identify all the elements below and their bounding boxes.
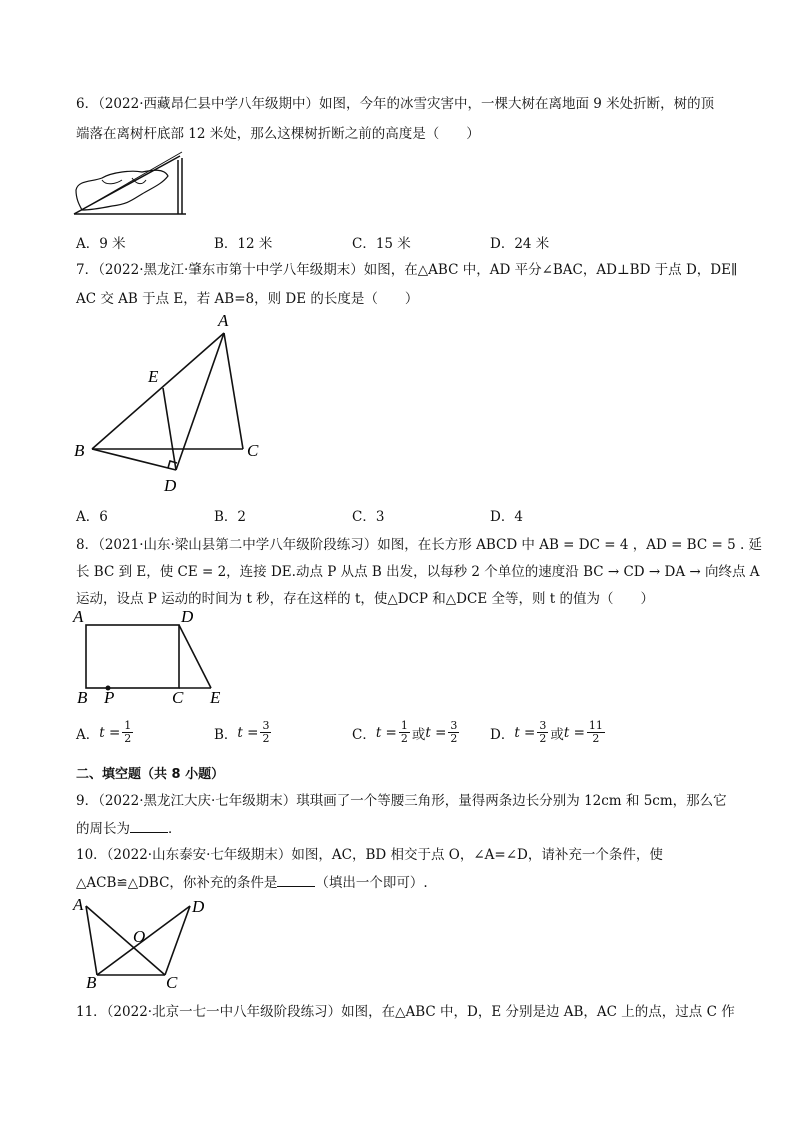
frac-denominator: 2 [539, 732, 547, 745]
q8-option-c-letter: C． [352, 726, 376, 743]
frac-denominator: 2 [450, 732, 458, 745]
q8-text-line3: 运动，设点 P 运动的时间为 t 秒，存在这样的 t，使△DCP 和△DCE 全等，则 t 的值为（ ） [76, 591, 654, 607]
q8-label-e: E [210, 688, 221, 707]
q10-text-line2-a: △ACB≌△DBC，你补充的条件是 [76, 875, 278, 891]
q8-option-b-letter: B． [214, 726, 238, 743]
q7-option-d[interactable]: D．4 [490, 509, 523, 525]
q6-option-a[interactable]: A．9 米 [76, 236, 126, 252]
frac-denominator: 2 [262, 732, 270, 745]
q8-option-c-teq2: t = [425, 724, 447, 741]
q7-option-b[interactable]: B．2 [214, 509, 247, 525]
frac-denominator: 2 [592, 732, 600, 745]
q8-option-a-teq: t = [99, 724, 121, 741]
frac-denominator: 2 [400, 732, 408, 745]
q8-label-p: P [104, 688, 115, 707]
frac-numerator: 3 [262, 719, 270, 732]
q8-label-a: A [73, 607, 84, 626]
q8-label-b: B [77, 688, 88, 707]
q7-label-d: D [164, 476, 177, 495]
q6-option-c[interactable]: C．15 米 [352, 236, 411, 252]
q7-label-e: E [148, 367, 159, 386]
q10-label-a: A [73, 895, 84, 914]
q6-text-line1: 6．（2022·西藏昂仁县中学八年级期中）如图，今年的冰雪灾害中，一棵大树在离地面 9 米处折断，树的顶 [76, 96, 715, 112]
q9-text-line1: 9．（2022·黑龙江大庆·七年级期末）琪琪画了一个等腰三角形，量得两条边长分别为 12cm 和 5cm，那么它 [76, 793, 727, 809]
q8-text-line2: 长 BC 到 E，使 CE = 2，连接 DE.动点 P 从点 B 出发，以每秒 2 个单位的速度沿 BC → CD → DA → 向终点 A [76, 564, 760, 580]
section-fill-in-title: 二、填空题（共 8 小题） [76, 767, 225, 782]
q6-option-d[interactable]: D．24 米 [490, 236, 550, 252]
frac-numerator: 1 [124, 719, 132, 732]
q9-text-line2-b: ． [168, 821, 182, 837]
q8-option-d-letter: D． [490, 726, 515, 743]
q7-text-line1: 7．（2022·黑龙江·肇东市第十中学八年级期末）如图，在△ABC 中，AD 平分∠BAC，AD⊥BD 于点 D，DE∥ [76, 262, 738, 278]
q8-text-line1: 8．（2021·山东·梁山县第二中学八年级阶段练习）如图，在长方形 ABCD 中 AB = DC = 4 ，AD = BC = 5 . 延 [76, 537, 763, 553]
q8-option-d-teq1: t = [514, 724, 536, 741]
q8-option-b-teq: t = [237, 724, 259, 741]
q10-label-c: C [166, 973, 178, 992]
q11-text-line1: 11．（2022·北京一七一中八年级阶段练习）如图，在△ABC 中，D，E 分别是边 AB，AC 上的点，过点 C 作 [76, 1004, 735, 1020]
q8-option-d-or: 或 [550, 726, 564, 743]
frac-numerator: 1 [400, 719, 408, 732]
q8-label-c: C [172, 688, 184, 707]
q6-text-line2: 端落在离树杆底部 12 米处，那么这棵树折断之前的高度是（ ） [76, 126, 480, 142]
q9-text-line2-a: 的周长为 [76, 821, 130, 837]
q8-label-d: D [181, 607, 194, 626]
q8-option-d-teq2: t = [563, 724, 585, 741]
frac-denominator: 2 [124, 732, 132, 745]
q6-option-b[interactable]: B．12 米 [214, 236, 273, 252]
q10-text-line2-b: （填出一个即可）. [315, 875, 428, 891]
q10-label-b: B [86, 973, 97, 992]
q10-text-line1: 10．（2022·山东泰安·七年级期末）如图，AC，BD 相交于点 O，∠A=∠D，请补充一个条件，使 [76, 847, 663, 863]
q10-label-d: D [192, 897, 205, 916]
q7-label-a: A [218, 311, 229, 330]
frac-numerator: 11 [588, 719, 603, 732]
frac-numerator: 3 [539, 719, 547, 732]
q8-option-c-teq1: t = [375, 724, 397, 741]
q10-label-o: O [133, 927, 146, 946]
q7-option-a[interactable]: A．6 [76, 509, 108, 525]
q7-text-line2: AC 交 AB 于点 E，若 AB=8，则 DE 的长度是（ ） [76, 291, 419, 307]
q7-label-b: B [74, 441, 85, 460]
q8-option-c-or: 或 [411, 726, 426, 743]
q7-label-c: C [247, 441, 259, 460]
q8-option-a-letter: A． [76, 726, 100, 743]
frac-numerator: 3 [450, 719, 458, 732]
q7-option-c[interactable]: C．3 [352, 509, 385, 525]
